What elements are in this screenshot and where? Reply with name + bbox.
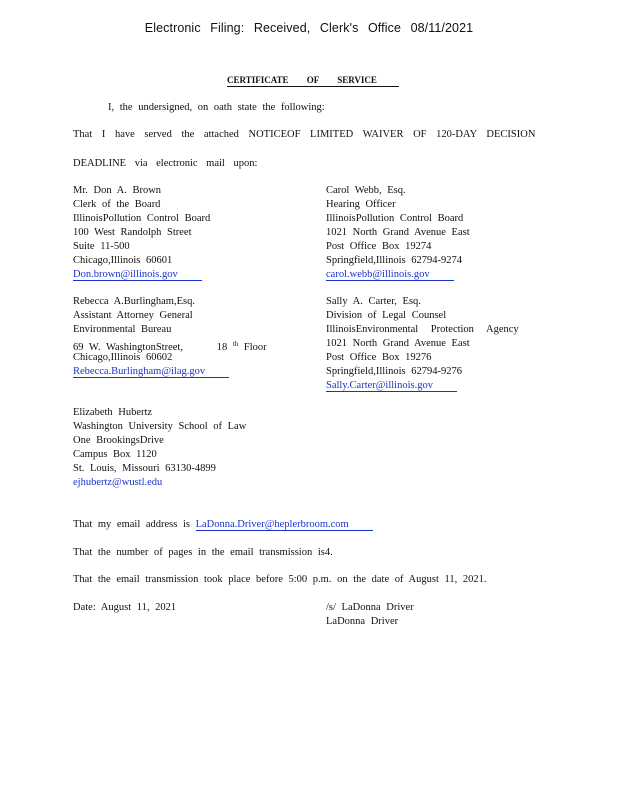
recipient-hubertz <box>73 406 246 490</box>
pages-statement: That the number of pages in the email transmission is4. <box>73 547 333 558</box>
floor-number: 18 <box>216 342 228 353</box>
recipient-line: IllinoisEnvironmental Protection Agency <box>326 324 519 335</box>
recipient-line <box>73 337 267 351</box>
filing-header: Electronic Filing: Received, Clerk's Office 08/11/2021 <box>144 21 474 35</box>
signature-block <box>326 601 414 629</box>
recipient-webb <box>326 184 470 282</box>
intro-statement: I, the undersigned, on oath state the following: <box>108 102 325 113</box>
recipient-line: Carol Webb, Esq. <box>326 185 406 196</box>
recipient-line: Environmental Bureau <box>73 324 172 335</box>
date-line: Date: August 11, 2021 <box>73 602 177 613</box>
recipient-line: Elizabeth Hubertz <box>73 407 153 418</box>
recipient-line: IllinoisPollution Control Board <box>326 213 464 224</box>
recipient-line: Campus Box 1120 <box>73 449 157 460</box>
time-statement: That the email transmission took place before 5:00 p.m. on the date of August 11, 2021. <box>73 574 487 585</box>
recipient-line: Sally A. Carter, Esq. <box>326 296 421 307</box>
floor-label: Floor <box>243 342 267 353</box>
recipient-burlingham <box>73 295 267 379</box>
recipient-line: Springfield,Illinois 62794-9276 <box>326 366 462 377</box>
recipient-line: Mr. Don A. Brown <box>73 185 162 196</box>
served-statement-line2: DEADLINE via electronic mail upon: <box>73 158 258 169</box>
recipient-line: Chicago,Illinois 60601 <box>73 255 173 266</box>
email-link-carter[interactable]: Sally.Carter@illinois.gov <box>326 380 457 392</box>
recipient-line: Springfield,Illinois 62794-9274 <box>326 255 462 266</box>
signer-name: LaDonna Driver <box>326 616 399 627</box>
recipient-line: Division of Legal Counsel <box>326 310 447 321</box>
email-link-hubertz[interactable]: ejhubertz@wustl.edu <box>73 477 163 488</box>
street-address: 69 W. WashingtonStreet, <box>73 342 183 353</box>
recipient-brown <box>73 184 210 282</box>
recipient-carter <box>326 295 519 393</box>
signature: /s/ LaDonna Driver <box>326 602 414 613</box>
recipient-line: Suite 11-500 <box>73 241 130 252</box>
email-address-statement <box>73 518 373 532</box>
recipient-line: One BrookingsDrive <box>73 435 164 446</box>
email-link-brown[interactable]: Don.brown@illinois.gov <box>73 269 202 281</box>
recipient-line: Post Office Box 19274 <box>326 241 432 252</box>
recipient-line: IllinoisPollution Control Board <box>73 213 211 224</box>
sender-email-link[interactable]: LaDonna.Driver@heplerbroom.com <box>196 519 373 531</box>
email-link-webb[interactable]: carol.webb@illinois.gov <box>326 269 454 281</box>
recipient-line: St. Louis, Missouri 63130-4899 <box>73 463 216 474</box>
recipient-line: 100 West Randolph Street <box>73 227 192 238</box>
recipient-line: Post Office Box 19276 <box>326 352 432 363</box>
email-link-burlingham[interactable]: Rebecca.Burlingham@ilag.gov <box>73 366 229 378</box>
recipient-line: Chicago,Illinois 60602 <box>73 352 173 363</box>
recipient-line: Assistant Attorney General <box>73 310 193 321</box>
floor-ordinal: th <box>232 340 239 348</box>
recipient-line: Hearing Officer <box>326 199 396 210</box>
recipient-line: 1021 North Grand Avenue East <box>326 338 470 349</box>
recipient-line: 1021 North Grand Avenue East <box>326 227 470 238</box>
served-statement-line1: That I have served the attached NOTICEOF LIMITED WAIVER OF 120-DAY DECISION <box>73 129 536 140</box>
recipient-line: Clerk of the Board <box>73 199 161 210</box>
certificate-title: CERTIFICATE OF SERVICE <box>227 75 399 87</box>
recipient-line: Rebecca A.Burlingham,Esq. <box>73 296 195 307</box>
recipient-line: Washington University School of Law <box>73 421 247 432</box>
email-address-label: That my email address is <box>73 519 190 530</box>
